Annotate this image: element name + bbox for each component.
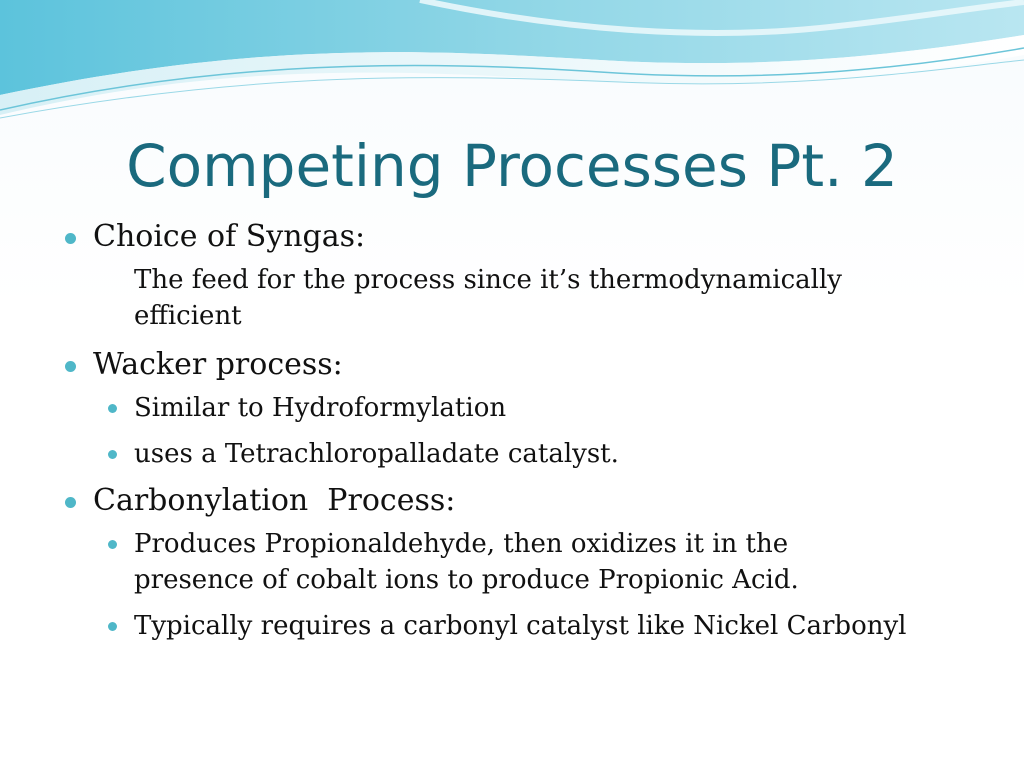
bullet-text: Choice of Syngas: (93, 219, 366, 254)
subbullet-icon (108, 540, 117, 549)
subbullet-icon (108, 622, 117, 631)
bullet-list (62, 218, 962, 654)
bullet-carbonylation-process (62, 482, 962, 520)
bullet-icon (65, 361, 76, 372)
subbullet-icon (108, 404, 117, 413)
subbullet-propionaldehyde (62, 526, 914, 598)
note-text: The feed for the process since it’s thermodynamically efficient (134, 265, 842, 331)
subbullet-text: Typically requires a carbonyl catalyst like Nickel Carbonyl (134, 611, 907, 641)
bullet-icon (65, 233, 76, 244)
subbullet-similar-hydroformylation (62, 390, 914, 426)
subbullet-icon (108, 450, 117, 459)
subbullet-text: Produces Propionaldehyde, then oxidizes it in the presence of cobalt ions to produce Propionic Acid. (134, 529, 799, 595)
bullet-text: Carbonylation Process: (93, 483, 456, 518)
bullet-icon (65, 497, 76, 508)
slide-title: Competing Processes Pt. 2 (126, 132, 898, 200)
bullet-wacker-process (62, 346, 962, 384)
subbullet-tetrachloropalladate (62, 436, 914, 472)
bullet-text: Wacker process: (93, 347, 343, 382)
note-syngas-feed (62, 262, 914, 334)
header-wave-decoration (0, 0, 1024, 130)
subbullet-nickel-carbonyl (62, 608, 914, 644)
subbullet-text: uses a Tetrachloropalladate catalyst. (134, 439, 619, 469)
subbullet-text: Similar to Hydroformylation (134, 393, 507, 423)
bullet-choice-of-syngas (62, 218, 962, 256)
